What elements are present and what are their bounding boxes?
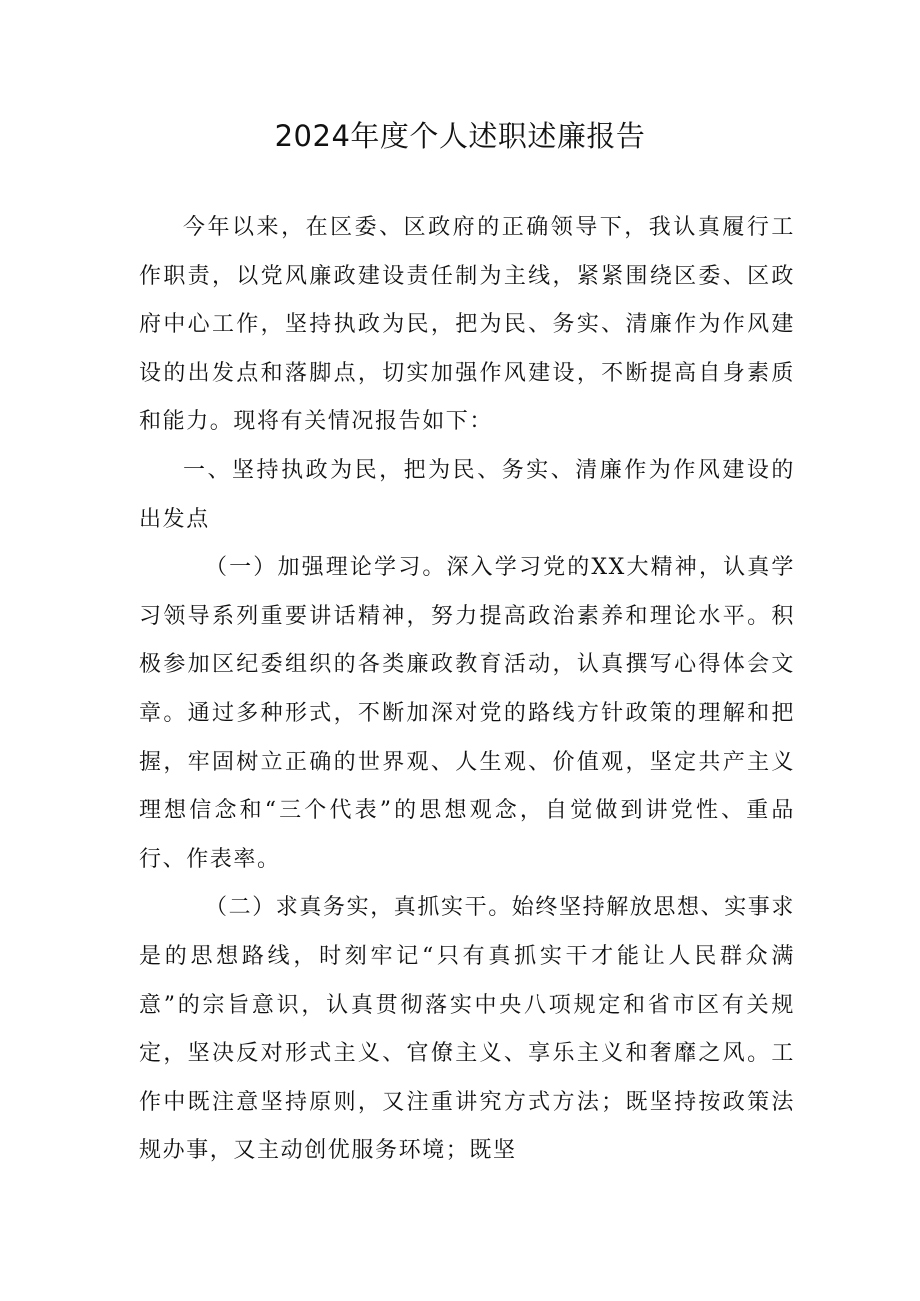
- document-title: 2024年度个人述职述廉报告: [274, 119, 646, 153]
- section-heading-1: 一、坚持执政为民，把为民、务实、清廉作为作风建设的出发点: [139, 457, 795, 532]
- document-body: [139, 204, 795, 1176]
- subsection-paragraph-2: （二）求真务实，真抓实干。始终坚持解放思想、实事求是的思想路线，时刻牢记“只有真抓实干才能让人民群众满意”的宗旨意识，认真贯彻落实中央八项规定和省市区有关规定，坚决反对形式主义、官僚主义、享乐主义和奢靡之风。工作中既注意坚持原则，又注重讲究方式方法；既坚持按政策法规办事，又主动创优服务环境；既坚: [139, 895, 796, 1164]
- subsection-paragraph-1: （一）加强理论学习。深入学习党的XX大精神，认真学习领导系列重要讲话精神，努力提高政治素养和理论水平。积极参加区纪委组织的各类廉政教育活动，认真撰写心得体会文章。通过多种形式，不断加深对党的路线方针政策的理解和把握，牢固树立正确的世界观、人生观、价值观，坚定共产主义理想信念和“三个代表”的思想观念，自觉做到讲党性、重品行、作表率。: [139, 555, 795, 872]
- intro-paragraph: 今年以来，在区委、区政府的正确领导下，我认真履行工作职责，以党风廉政建设责任制为主线，紧紧围绕区委、区政府中心工作，坚持执政为民，把为民、务实、清廉作为作风建设的出发点和落脚点，切实加强作风建设，不断提高自身素质和能力。现将有关情况报告如下：: [139, 215, 795, 435]
